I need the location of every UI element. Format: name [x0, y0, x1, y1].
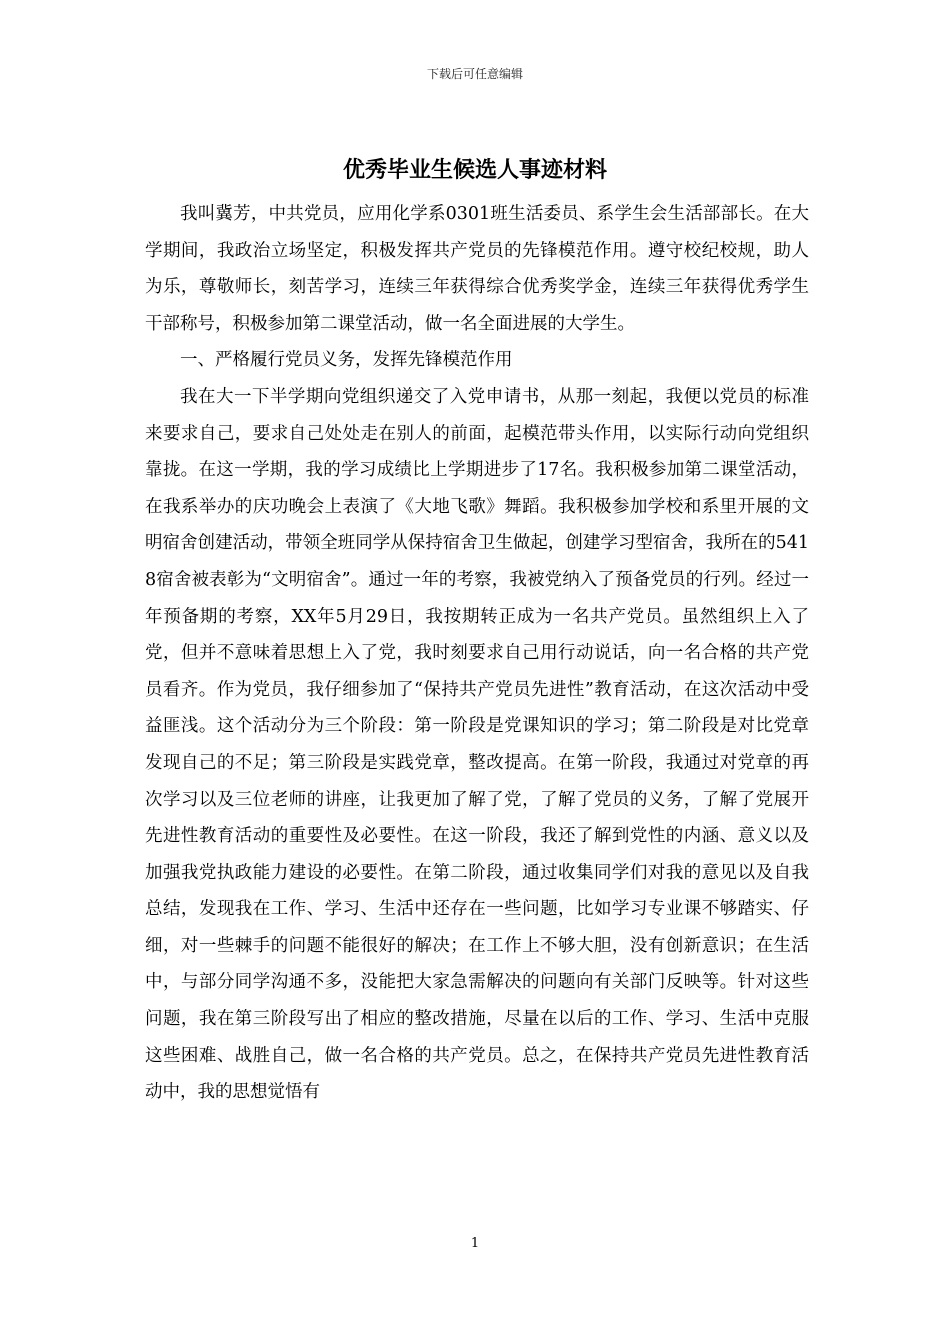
paragraph-section-1: 我在大一下半学期向党组织递交了入党申请书，从那一刻起，我便以党员的标准来要求自己，要求自己处处走在别人的前面，起模范带头作用，以实际行动向党组织靠拢。在这一学期，我的学习成绩比上学期进步了17名。我积极参加第二课堂活动，在我系举办的庆功晚会上表演了《大地飞歌》舞蹈。我积极参加学校和系里开展的文明宿舍创建活动，带领全班同学从保持宿舍卫生做起，创建学习型宿舍，我所在的5418宿舍被表彰为“文明宿舍”。通过一年的考察，我被党纳入了预备党员的行列。经过一年预备期的考察，XX年5月29日，我按期转正成为一名共产党员。虽然组织上入了党，但并不意味着思想上入了党，我时刻要求自己用行动说话，向一名合格的共产党员看齐。作为党员，我仔细参加了“保持共产党员先进性”教育活动，在这次活动中受益匪浅。这个活动分为三个阶段：第一阶段是党课知识的学习；第二阶段是对比党章发现自己的不足；第三阶段是实践党章，整改提高。在第一阶段，我通过对党章的再次学习以及三位老师的讲座，让我更加了解了党，了解了党员的义务，了解了党展开先进性教育活动的重要性及必要性。在这一阶段，我还了解到党性的内涵、意义以及加强我党执政能力建设的必要性。在第二阶段，通过收集同学们对我的意见以及自我总结，发现我在工作、学习、生活中还存在一些问题，比如学习专业课不够踏实、仔细，对一些棘手的问题不能很好的解决；在工作上不够大胆，没有创新意识；在生活中，与部分同学沟通不多，没能把大家急需解决的问题向有关部门反映等。针对这些问题，我在第三阶段写出了相应的整改措施，尽量在以后的工作、学习、生活中克服这些困难、战胜自己，做一名合格的共产党员。总之，在保持共产党员先进性教育活动中，我的思想觉悟有 [145, 386, 809, 1103]
page-number: 1 [470, 1236, 480, 1251]
document-body [145, 196, 809, 1111]
page-header-note: 下载后可任意编辑 [426, 67, 523, 81]
section-heading-1: 一、严格履行党员义务，发挥先锋模范作用 [180, 350, 513, 371]
document-title: 优秀毕业生候选人事迹材料 [342, 157, 607, 183]
paragraph-intro: 我叫冀芳，中共党员，应用化学系0301班生活委员、系学生会生活部部长。在大学期间，我政治立场坚定，积极发挥共产党员的先锋模范作用。遵守校纪校规，助人为乐，尊敬师长，刻苦学习，连续三年获得综合优秀奖学金，连续三年获得优秀学生干部称号，积极参加第二课堂活动，做一名全面进展的大学生。 [145, 204, 809, 334]
